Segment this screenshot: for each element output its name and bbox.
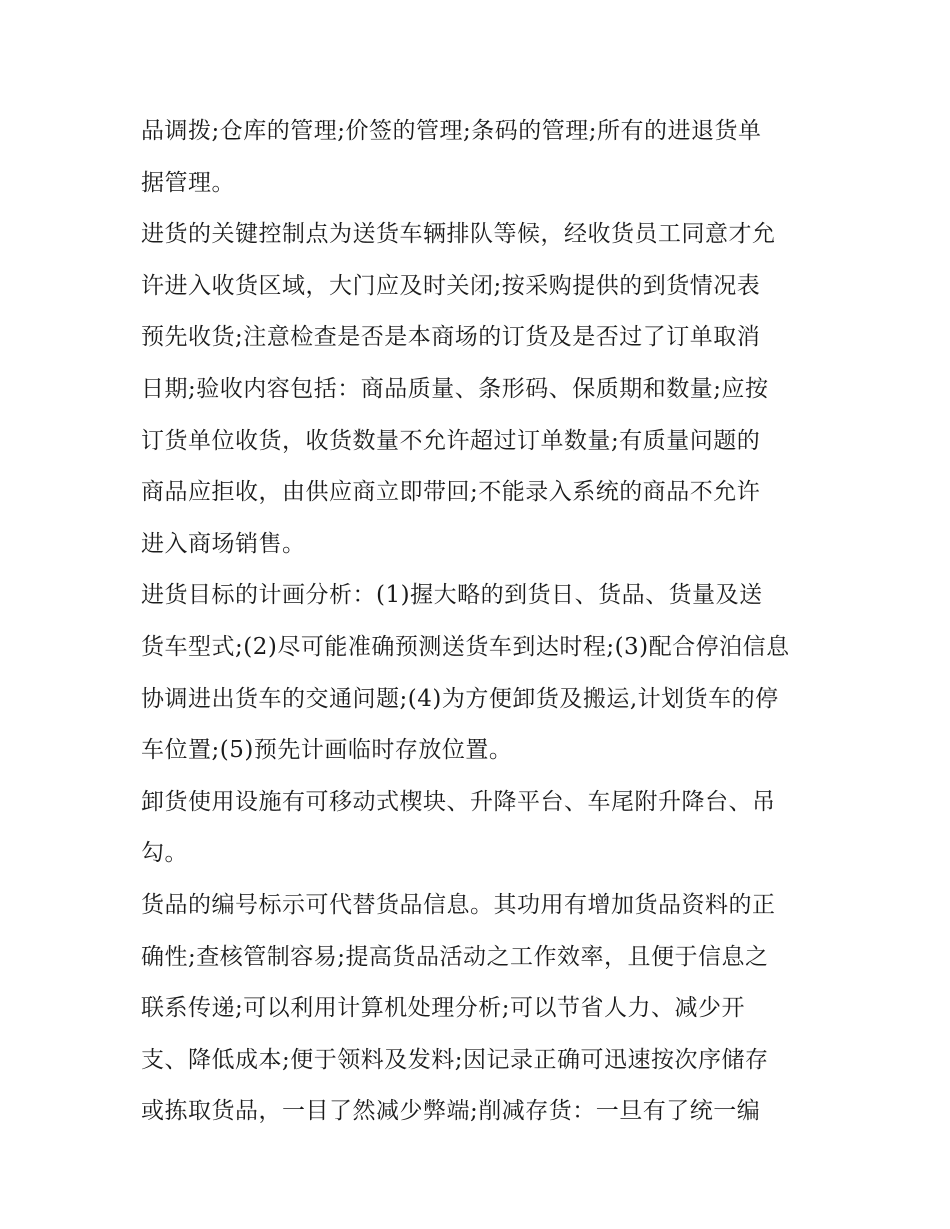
- text-line: 或拣取货品，一目了然减少弊端;削减存货：一旦有了统一编: [141, 1098, 761, 1125]
- text-line: 货品的编号标示可代替货品信息。其功用有增加货品资料的正: [141, 891, 776, 918]
- text-line: 进入商场销售。: [141, 530, 306, 557]
- text-line: 进货的关键控制点为送货车辆排队等候，经收货员工同意才允: [141, 221, 776, 248]
- text-line: 车位置;(5)预先计画临时存放位置。: [141, 737, 513, 764]
- text-line: 进货目标的计画分析：(1)握大略的到货日、货品、货量及送: [141, 582, 763, 609]
- text-line: 确性;查核管制容易;提高货品活动之工作效率，且便于信息之: [141, 943, 769, 970]
- text-line: 品调拨;仓库的管理;价签的管理;条码的管理;所有的进退货单: [141, 118, 762, 144]
- text-line: 勾。: [141, 840, 188, 867]
- text-line: 协调进出货车的交通问题;(4)为方便卸货及搬运,计划货车的停: [141, 685, 779, 712]
- text-line: 支、降低成本;便于领料及发料;因记录正确可迅速按次序储存: [141, 1046, 769, 1073]
- text-line: 货车型式;(2)尽可能准确预测送货车到达时程;(3)配合停泊信息: [141, 633, 790, 660]
- text-line: 卸货使用设施有可移动式楔块、升降平台、车尾附升降台、吊: [141, 788, 776, 815]
- body-text: [141, 106, 821, 1138]
- text-line: 商品应拒收，由供应商立即带回;不能录入系统的商品不允许: [141, 479, 761, 506]
- text-line: 预先收货;注意检查是否是本商场的订货及是否过了订单取消: [141, 324, 761, 351]
- text-line: 据管理。: [141, 169, 235, 196]
- text-line: 订货单位收货，收货数量不允许超过订单数量;有质量问题的: [141, 427, 761, 454]
- text-line: 联系传递;可以利用计算机处理分析;可以节省人力、减少开: [141, 995, 745, 1022]
- text-line: 许进入收货区域，大门应及时关闭;按采购提供的到货情况表: [141, 272, 761, 299]
- text-line: 日期;验收内容包括：商品质量、条形码、保质期和数量;应按: [141, 375, 769, 402]
